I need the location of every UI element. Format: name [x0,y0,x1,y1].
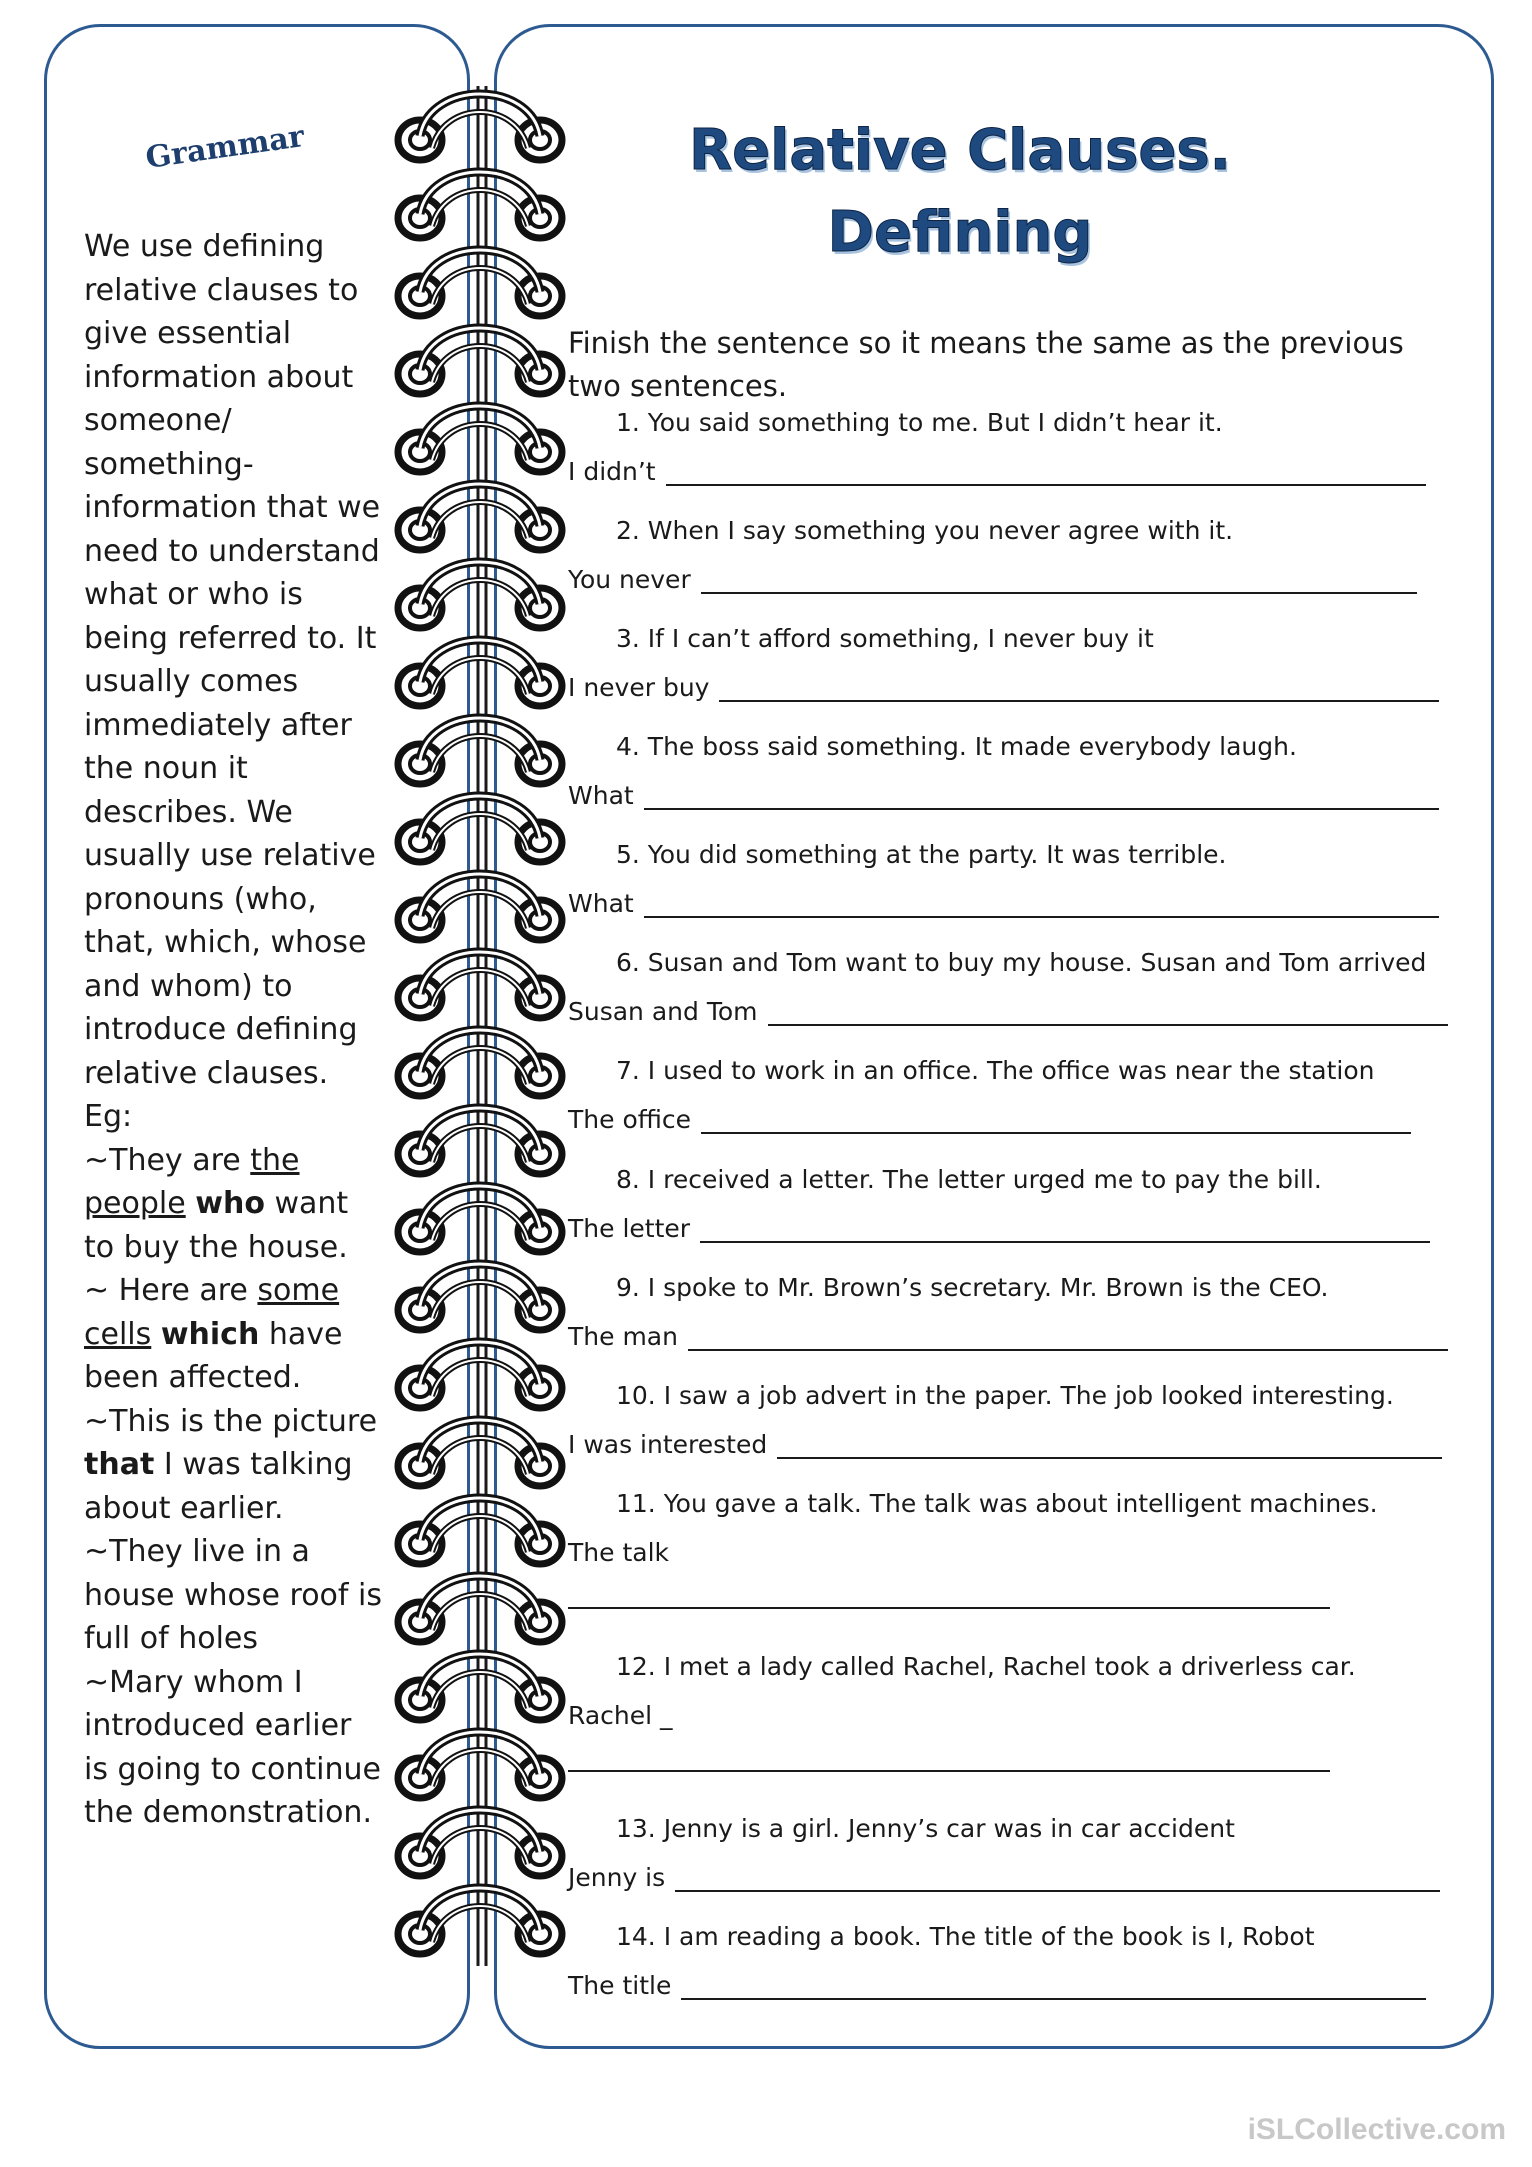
spiral-ring-icon [398,874,562,940]
exercise-item [568,1652,1448,1772]
answer-blank-line[interactable] [666,458,1426,486]
answer-blank-line[interactable] [701,1106,1411,1134]
exercise-question: 12. I met a lady called Rachel, Rachel took a driverless car. [616,1652,1356,1681]
spiral-ring-icon [398,1810,562,1876]
answer-blank-line[interactable] [688,1323,1448,1351]
instructions: Finish the sentence so it means the same as the previous two sentences. [568,326,1404,403]
title-line-1: Relative Clauses. [689,118,1231,183]
answer-prompt: Susan and Tom [568,997,758,1026]
answer-row [568,997,1448,1026]
answer-blank-line[interactable] [644,782,1439,810]
answer-prompt: The title [568,1971,672,2000]
spiral-ring-icon [398,406,562,472]
exercise-item [568,1814,1448,1892]
answer-row [568,457,1448,486]
answer-prompt: The talk [568,1538,669,1567]
exercise-question: 4. The boss said something. It made everybody laugh. [616,732,1297,761]
answer-prompt: I didn’t [568,457,656,486]
spiral-ring-icon [398,328,562,394]
exercise-question: 5. You did something at the party. It was terrible. [616,840,1227,869]
answer-blank-line[interactable] [777,1431,1442,1459]
exercise-item [568,1273,1448,1351]
example-5: ~Mary whom I introduced earlier is going to continue the demonstration. [84,1664,381,1830]
spiral-ring-icon [398,172,562,238]
exercise-question: 6. Susan and Tom want to buy my house. Susan and Tom arrived [616,948,1427,977]
spiral-ring-icon [398,1342,562,1408]
answer-row [568,1214,1448,1243]
example-3: ~This is the picture that I was talking about earlier. [84,1403,378,1526]
answer-prompt: I was interested [568,1430,768,1459]
answer-blank-line[interactable] [681,1972,1426,2000]
spiral-ring-icon [398,250,562,316]
answer-row [568,673,1448,702]
exercise-question: 14. I am reading a book. The title of the book is I, Robot [616,1922,1315,1951]
exercise-question: 2. When I say something you never agree with it. [616,516,1234,545]
answer-blank-line[interactable] [700,1215,1430,1243]
answer-row [568,1863,1448,1892]
answer-row [568,1971,1448,2000]
exercise-item [568,1056,1448,1134]
spiral-ring-icon [398,1576,562,1642]
answer-prompt: What [568,889,634,918]
spiral-ring-icon [398,94,562,160]
answer-blank-line[interactable] [719,674,1439,702]
grammar-explanation [84,225,384,1835]
exercise-question: 10. I saw a job advert in the paper. The job looked interesting. [616,1381,1394,1410]
answer-prompt: I never buy [568,673,710,702]
spiral-ring-icon [398,640,562,706]
exercise-question: 1. You said something to me. But I didn’t hear it. [616,408,1223,437]
answer-blank-line[interactable] [568,1768,1330,1772]
spiral-ring-icon [398,1888,562,1954]
exercise-item [568,516,1448,594]
answer-prompt: What [568,781,634,810]
spiral-ring-icon [398,1030,562,1096]
answer-row [568,1538,1448,1567]
spiral-ring-icon [398,1186,562,1252]
answer-prompt: Jenny is [568,1863,666,1892]
spiral-ring-icon [398,562,562,628]
exercise-item [568,1922,1448,2000]
spiral-ring-icon [398,1264,562,1330]
exercise-question: 3. If I can’t afford something, I never buy it [616,624,1154,653]
answer-row [568,1322,1448,1351]
spiral-ring-icon [398,718,562,784]
example-1: ~They are the people who want to buy the house. [84,1142,349,1265]
answer-row [568,1105,1448,1134]
exercise-item [568,1489,1448,1609]
answer-row [568,781,1448,810]
worksheet-title [620,110,1300,274]
answer-blank-line[interactable] [568,1605,1330,1609]
answer-blank-line[interactable] [675,1864,1440,1892]
spiral-ring-icon [398,1732,562,1798]
answer-row [568,1701,1448,1730]
grammar-label: Grammar [143,119,307,176]
exercise-item [568,732,1448,810]
example-4: ~They live in a house whose roof is full of holes [84,1534,382,1656]
answer-row [568,565,1448,594]
exercise-question: 11. You gave a talk. The talk was about intelligent machines. [616,1489,1378,1518]
exercise-item [568,624,1448,702]
answer-prompt: The office [568,1105,692,1134]
exercise-question: 13. Jenny is a girl. Jenny’s car was in car accident [616,1814,1235,1843]
answer-prompt: The letter [568,1214,691,1243]
answer-prompt: The man [568,1322,678,1351]
exercise-item [568,1165,1448,1243]
exercise-question: 7. I used to work in an office. The office was near the station [616,1056,1375,1085]
answer-row [568,1430,1448,1459]
exercise-item [568,948,1448,1026]
spiral-ring-icon [398,1420,562,1486]
spiral-ring-icon [398,1654,562,1720]
notebook-spiral [390,86,570,1986]
answer-prompt: You never [568,565,691,594]
explanation-eg: Eg: [84,1099,133,1134]
exercise-item [568,408,1448,486]
exercise-question: 8. I received a letter. The letter urged me to pay the bill. [616,1165,1322,1194]
explanation-intro: We use defining relative clauses to give essential information about someone/ something- information that we need to understand what or who is being referred to. It usually comes immediately after the noun it describes. We usually use relative pronouns (who, that, which, whose and whom) to introduce defining relative clauses. [84,229,381,1091]
exercise-item [568,1381,1448,1459]
spiral-ring-icon [398,1108,562,1174]
example-2: ~ Here are some cells which have been affected. [84,1273,343,1395]
answer-row [568,889,1448,918]
spiral-ring-icon [398,484,562,550]
exercise-item [568,840,1448,918]
spiral-ring-icon [398,1498,562,1564]
answer-blank-line[interactable] [644,890,1439,918]
answer-blank-line[interactable] [701,566,1417,594]
site-watermark: iSLCollective.com [1247,2113,1506,2146]
spiral-ring-icon [398,952,562,1018]
title-line-2: Defining [827,200,1093,265]
answer-blank-line[interactable] [768,998,1448,1026]
spiral-ring-icon [398,796,562,862]
exercise-question: 9. I spoke to Mr. Brown’s secretary. Mr. Brown is the CEO. [616,1273,1329,1302]
answer-prompt: Rachel _ [568,1701,673,1730]
